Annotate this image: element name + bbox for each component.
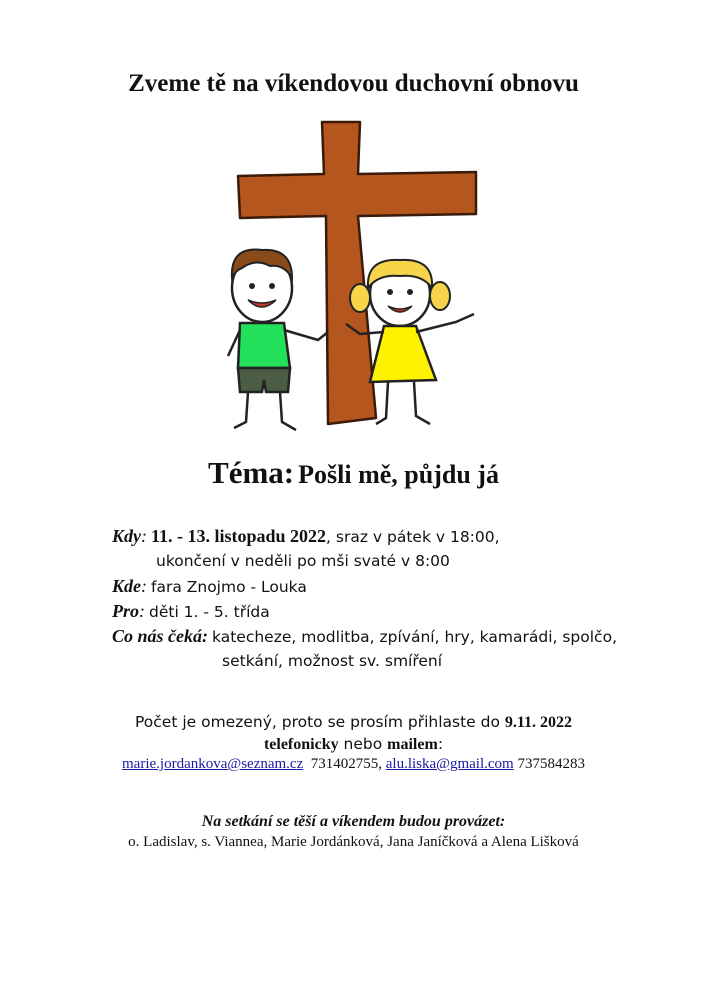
registration-line-2: telefonicky nebo mailem: <box>263 735 444 753</box>
for-line: Pro: děti 1. - 5. třída <box>112 601 270 621</box>
when-text: , sraz v pátek v 18:00, <box>326 528 500 546</box>
where-line: Kde: fara Znojmo - Louka <box>112 576 307 596</box>
registration-text: Počet je omezený, proto se prosím přihlaste do <box>134 713 505 731</box>
expect-line-2: setkání, možnost sv. smíření <box>222 652 443 670</box>
theme-heading <box>0 455 707 491</box>
for-label: Pro <box>112 601 139 621</box>
email-link-alena[interactable]: alu.liska@gmail.com <box>385 756 514 772</box>
when-line-2: ukončení v neděli po mši svaté v 8:00 <box>156 552 450 570</box>
organizers-list: o. Ladislav, s. Viannea, Marie Jordánková, Jana Janíčková a Alena Lišková <box>128 834 579 850</box>
registration-line-1 <box>0 713 707 732</box>
theme-label: Téma: <box>208 455 295 490</box>
where-text: fara Znojmo - Louka <box>151 578 307 596</box>
when-line: Kdy: 11. - 13. listopadu 2022, sraz v pátek v 18:00, <box>112 526 500 546</box>
phone-alena: 737584283 <box>517 756 585 772</box>
deadline-date: 9.11. 2022 <box>504 714 573 731</box>
organizers-heading: Na setkání se těší a víkendem budou provázet: <box>201 813 506 830</box>
when-label: Kdy <box>112 526 141 546</box>
email-link-marie[interactable]: marie.jordankova@seznam.cz <box>122 756 304 772</box>
contacts-line <box>0 756 707 773</box>
expect-label: Co nás čeká: <box>112 626 208 646</box>
cross-children-illustration <box>200 118 500 440</box>
theme-value: Pošli mě, půjdu já <box>298 460 499 489</box>
mail-label: mailem <box>387 736 438 753</box>
boy-figure <box>228 250 328 430</box>
when-date: 11. - 13. listopadu 2022 <box>151 526 327 546</box>
expect-text: katecheze, modlitba, zpívání, hry, kamarádi, spolčo, <box>212 628 617 646</box>
for-text: děti 1. - 5. třída <box>149 603 270 621</box>
expect-line <box>112 626 617 647</box>
page-title: Zveme tě na víkendovou duchovní obnovu <box>128 70 579 97</box>
phone-marie: 731402755, <box>310 756 382 772</box>
phone-label: telefonicky <box>263 736 339 753</box>
where-label: Kde <box>112 576 141 596</box>
